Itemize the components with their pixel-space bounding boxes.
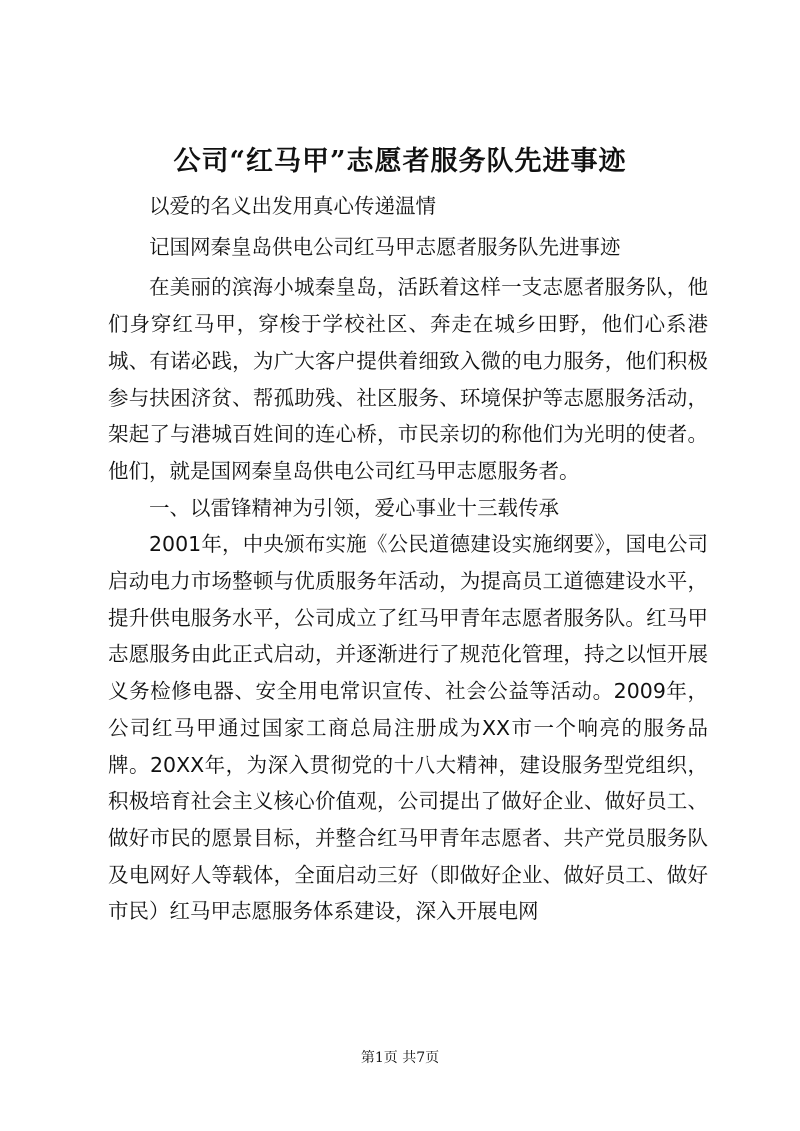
document-title: 公司“红马甲”志愿者服务队先进事迹 bbox=[173, 146, 627, 177]
page-footer: 第1页 共7页 bbox=[360, 1050, 440, 1066]
section-heading-1: 一、以雷锋精神为引领，爱心事业十三载传承 bbox=[149, 495, 559, 520]
subtitle-line-2: 记国网秦皇岛供电公司红马甲志愿者服务队先进事迹 bbox=[149, 234, 621, 259]
paragraph-2: 2001年，中央颁布实施《公民道德建设实施纲要》，国电公司启动电力市场整顿与优质服务年活动，为提高员工道德建设水平，提升供电服务水平，公司成立了红马甲青年志愿者服务队。红马甲志愿服务由此正式启动，并逐渐进行了规范化管理，持之以恒开展义务检修电器、安全用电常识宣传、社会公益等活动。2009年，公司红马甲通过国家工商总局注册成为XX市一个响亮的服务品牌。20XX年，为深入贯彻党的十八大精神，建设服务型党组织，积极培育社会主义核心价值观，公司提出了做好企业、做好员工、做好市民的愿景目标，并整合红马甲青年志愿者、共产党员服务队及电网好人等载体，全面启动三好（即做好企业、做好员工、做好市民）红马甲志愿服务体系建设，深入开展电网 bbox=[108, 532, 708, 924]
paragraph-1: 在美丽的滨海小城秦皇岛，活跃着这样一支志愿者服务队，他们身穿红马甲，穿梭于学校社区、奔走在城乡田野，他们心系港城、有诺必践，为广大客户提供着细致入微的电力服务，他们积极参与扶困济贫、帮孤助残、社区服务、环境保护等志愿服务活动，架起了与港城百姓间的连心桥，市民亲切的称他们为光明的使者。他们，就是国网秦皇岛供电公司红马甲志愿服务者。 bbox=[108, 275, 708, 483]
document-body bbox=[108, 188, 708, 930]
subtitle-line-1: 以爱的名义出发用真心传递温情 bbox=[149, 194, 436, 218]
